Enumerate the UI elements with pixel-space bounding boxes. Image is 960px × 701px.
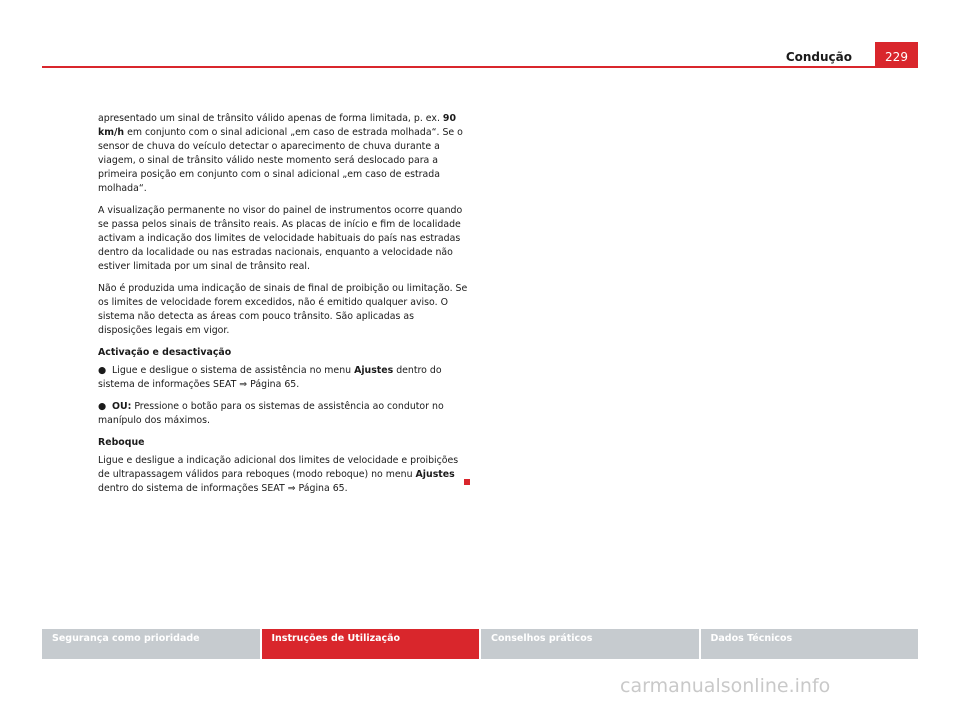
menu-name: Ajustes: [415, 469, 455, 480]
section-heading-text: Activação e desactivação: [98, 347, 232, 358]
paragraph-text: apresentado um sinal de trânsito válido apenas de forma limitada, p. ex.: [98, 113, 443, 124]
bullet-icon: ●: [98, 365, 107, 376]
paragraph-text: Ligue e desligue a indicação adicional dos limites de velocidade e proibições de ultrapassagem válidos para reboques (modo reboque) no menu: [98, 455, 459, 480]
section-heading-trailer: [98, 436, 470, 450]
footer-tab-technical-data[interactable]: Dados Técnicos: [701, 629, 919, 659]
paragraph-text: dentro do sistema de informações SEAT ⇒ Página 65.: [98, 483, 348, 494]
main-content: [98, 112, 470, 504]
section-heading-text: Reboque: [98, 437, 145, 448]
header-rule: [42, 66, 918, 68]
bullet-icon: ●: [98, 401, 107, 412]
paragraph-4: [98, 454, 470, 496]
chapter-title: Condução: [785, 50, 852, 64]
footer-tab-safety[interactable]: Segurança como prioridade: [42, 629, 260, 659]
bullet-text: dentro do sistema de informações SEAT ⇒ Página 65.: [98, 365, 442, 390]
section-end-marker: [464, 479, 470, 485]
section-heading-activation: [98, 346, 470, 360]
bullet-item-1: [98, 364, 470, 392]
bullet-text: Pressione o botão para os sistemas de assistência ao condutor no manípulo dos máximos.: [98, 401, 444, 426]
bullet-text: Ligue e desligue o sistema de assistência no menu: [112, 365, 355, 376]
paragraph-1: [98, 112, 470, 196]
paragraph-2: A visualização permanente no visor do painel de instrumentos ocorre quando se passa pelos sinais de trânsito reais. As placas de início e fim de localidade activam a indicação dos limites de velocidade habituais do país nas estradas dentro da localidade ou nas estradas nacionais, enquanto a velocidade não estiver limitada por um sinal de trânsito real.: [98, 205, 463, 272]
paragraph-text: em conjunto com o sinal adicional „em caso de estrada molhada“. Se o sensor de chuva do veículo detectar o aparecimento de chuva durante a viagem, o sinal de trânsito válido neste momento será deslocado para a primeira posição em conjunto com o sinal adicional „em caso de estrada molhada“.: [98, 127, 463, 194]
footer-navigation: [42, 629, 918, 659]
menu-name: Ajustes: [354, 365, 394, 376]
footer-tab-instructions[interactable]: Instruções de Utilização: [262, 629, 480, 659]
watermark: carmanualsonline.info: [620, 675, 831, 697]
footer-tab-practical-tips[interactable]: Conselhos práticos: [481, 629, 699, 659]
bullet-label: OU:: [112, 401, 132, 412]
bullet-item-2: [98, 400, 470, 428]
speed-value: 90 km/h: [98, 113, 456, 138]
page-number: 229: [875, 42, 918, 68]
paragraph-3: Não é produzida uma indicação de sinais de final de proibição ou limitação. Se os limites de velocidade forem excedidos, não é emitido qualquer aviso. O sistema não detecta as áreas com pouco trânsito. São aplicadas as disposições legais em vigor.: [98, 283, 468, 336]
